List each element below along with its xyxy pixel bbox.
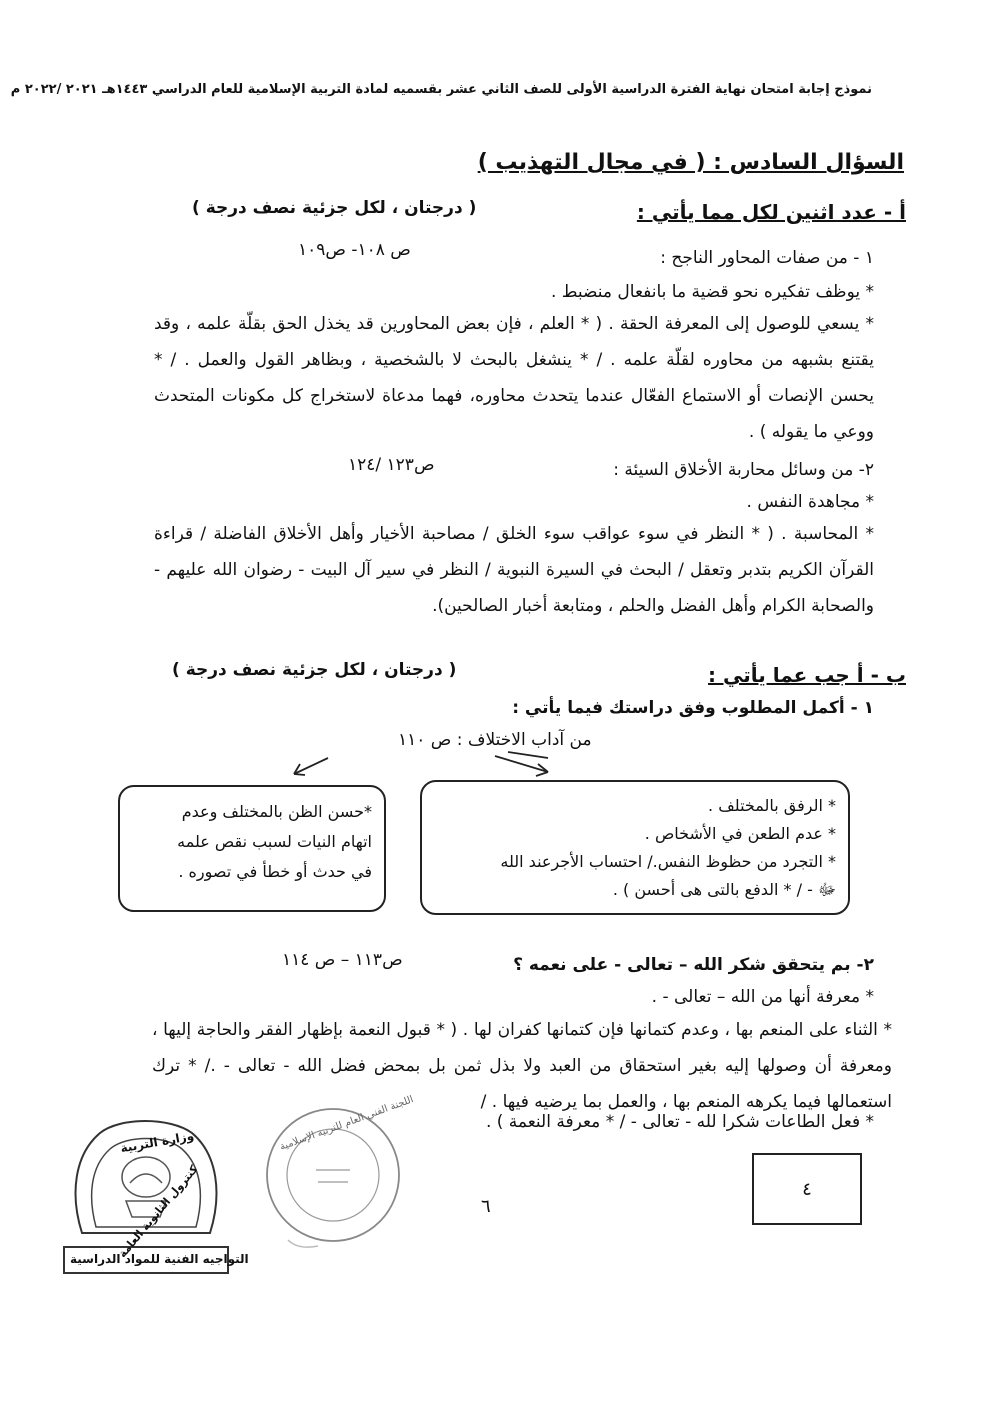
section-a-item2-pages: ص١٢٣ /١٢٤ bbox=[348, 455, 435, 475]
box-left-line: اتهام النيات لسبب نقص علمه bbox=[177, 832, 372, 851]
section-b-item2-last-line: * فعل الطاعات شكرا لله - تعالى - / * معرفة النعمة ) . bbox=[485, 1112, 874, 1132]
document-header: نموذج إجابة امتحان نهاية الفترة الدراسية الأولى للصف الثاني عشر بقسميه لمادة التربية الإسلامية للعام الدراسي ١٤٤٣هـ ٢٠٢١ /٢٠٢٢ م bbox=[10, 82, 872, 97]
section-a-item1-paragraph: * يسعي للوصول إلى المعرفة الحقة . ( * العلم ، فإن بعض المحاورين قد يخذل الحق بقلّة علمه ، وقد يقتنع بشبهه من محاوره لقلّة علمه . / * ينشغل بالبحث لا بالشخصية ، وبظاهر القول والعمل . / * يحسن الإنصات أو الاستماع الفعّال عندما يتحدث محاوره، فهما مدعاة لاستخراج كل مكونات المتحدث ووعي ما يقوله ) . bbox=[154, 314, 874, 442]
ministry-stamp bbox=[60, 1105, 249, 1283]
box-left-line: *حسن الظن بالمختلف وعدم bbox=[181, 802, 372, 821]
section-a-item1-pages: ص ١٠٨- ص١٠٩ bbox=[298, 240, 411, 260]
etiquette-box-left bbox=[118, 785, 386, 912]
section-b-item1-subtitle: من آداب الاختلاف : ص ١١٠ bbox=[398, 730, 592, 750]
section-b-item2-title: ٢- بم يتحقق شكر الله – تعالى - على نعمه ؟ bbox=[513, 955, 874, 975]
section-b-item1-title: ١ - أكمل المطلوب وفق دراستك فيما يأتي : bbox=[512, 698, 874, 718]
box-right-line: * عدم الطعن في الأشخاص . bbox=[644, 824, 836, 843]
etiquette-box-right bbox=[420, 780, 850, 915]
page-number: ٦ bbox=[481, 1196, 491, 1217]
grade-box: ٤ bbox=[752, 1153, 862, 1225]
section-b-item2-pages: ص١١٣ – ص ١١٤ bbox=[282, 950, 403, 970]
box-right-line: ﷻ - / * الدفع بالتى هى أحسن ) . bbox=[612, 880, 836, 899]
section-b-title: ب - أ جب عما يأتي : bbox=[708, 663, 906, 687]
ministry-stamp-bottom: كنترول الثانوية العامة bbox=[115, 1162, 201, 1261]
department-stamp bbox=[258, 1094, 416, 1250]
ministry-stamp-top: وزارة التربية bbox=[119, 1128, 195, 1156]
section-a-item2-line1: * مجاهدة النفس . bbox=[746, 492, 874, 512]
question-six-title: السؤال السادس : ( في مجال التهذيب ) bbox=[477, 150, 904, 175]
round-seal-text: اللجنة الفني العام للتربية الإسلامية bbox=[278, 1094, 416, 1153]
box-left-line: في حدث أو خطأ في تصوره . bbox=[178, 862, 372, 881]
section-a-item2-title: ٢- من وسائل محاربة الأخلاق السيئة : bbox=[613, 460, 874, 480]
section-b-grade: ( درجتان ، لكل جزئية نصف درجة ) bbox=[172, 660, 457, 680]
box-right-line: * الرفق بالمختلف . bbox=[708, 796, 836, 815]
section-a-grade: ( درجتان ، لكل جزئية نصف درجة ) bbox=[192, 198, 477, 218]
box-right-line: * التجرد من حظوظ النفس./ احتساب الأجرعند الله bbox=[500, 852, 836, 871]
section-a-item2-paragraph: * المحاسبة . ( * النظر في سوء عواقب سوء الخلق / مصاحبة الأخيار وأهل الأخلاق الفاضلة / قراءة القرآن الكريم بتدبر وتعقل / البحث في السيرة النبوية / النظر في سير آل البيت - رضوان الله عليهم - والصحابة الكرام وأهل الفضل والحلم ، ومتابعة أخبار الصالحين). bbox=[154, 524, 874, 616]
ministry-stamp-label: التواجيه الفنية للمواد الدراسية bbox=[70, 1252, 249, 1266]
section-b-item2-paragraph: * الثناء على المنعم بها ، وعدم كتمانها فإن كتمانها كفران لها . ( * قبول النعمة بإظهار الفقر والحاجة إليها ، ومعرفة أن وصولها إليه بغير استحقاق من العبد ولا بذل ثمن بل بمحض فضل الله - تعالى - ./ * ترك استعمالها فيما يكرهه المنعم بها ، والعمل بما يرضيه فيها . / bbox=[152, 1020, 892, 1112]
section-a-item1-title: ١ - من صفات المحاور الناجح : bbox=[660, 248, 874, 268]
section-b-item2-line1: * معرفة أنها من الله – تعالى - . bbox=[651, 987, 874, 1007]
section-a-item1-line1: * يوظف تفكيره نحو قضية ما بانفعال منضبط . bbox=[550, 282, 874, 302]
section-a-title: أ - عدد اثنين لكل مما يأتي : bbox=[636, 200, 906, 224]
arrows-graphic bbox=[280, 750, 580, 782]
